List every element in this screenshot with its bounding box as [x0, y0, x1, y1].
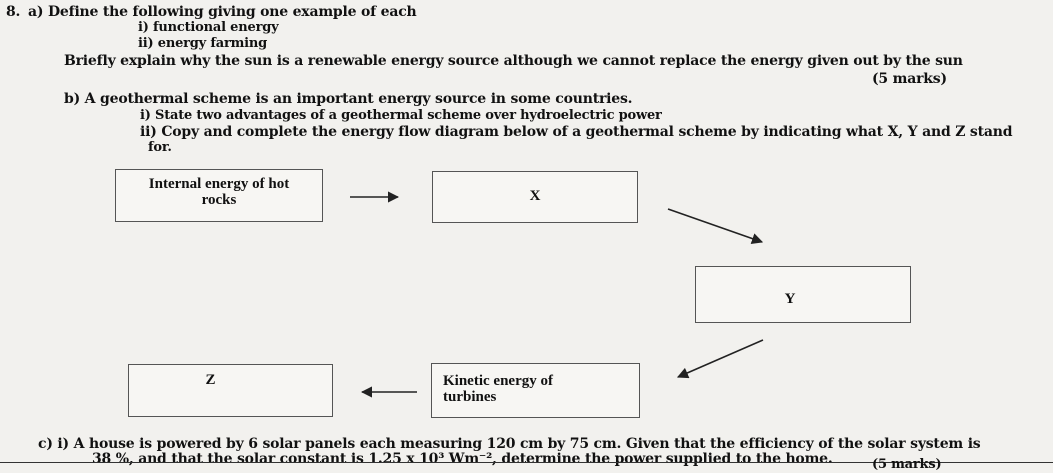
kinetic-energy-label-line1: Kinetic energy of [443, 373, 553, 389]
part-a-item-ii: ii) energy farming [138, 36, 268, 51]
part-b-item-ii-line2: for. [148, 140, 172, 155]
internal-energy-label-line1: Internal energy of hot [148, 176, 290, 192]
arrow-y-to-kinetic [678, 340, 763, 377]
part-a-explain: Briefly explain why the sun is a renewable energy source although we cannot replace the energy given out by the sun [64, 53, 963, 69]
internal-energy-label-line2: rocks [201, 192, 237, 208]
part-a-marks: (5 marks) [872, 71, 947, 87]
part-b-item-ii-line1: ii) Copy and complete the energy flow diagram below of a geothermal scheme by indicating what X, Y and Z stand [140, 124, 1013, 140]
part-c-marks: (5 marks) [872, 457, 942, 472]
part-b-item-i: i) State two advantages of a geothermal scheme over hydroelectric power [140, 108, 662, 123]
z-label: Z [205, 372, 216, 388]
part-c-line2: 38 %, and that the solar constant is 1.25 x 10³ Wm⁻², determine the power supplied to the home. [92, 451, 833, 467]
part-a-item-i: i) functional energy [138, 20, 279, 35]
x-label: X [529, 188, 541, 204]
part-c-line1: c) i) A house is powered by 6 solar panels each measuring 120 cm by 75 cm. Given that the efficiency of the solar system is [38, 436, 981, 452]
question-number: 8. [6, 4, 21, 20]
kinetic-energy-label-line2: turbines [443, 389, 497, 405]
part-b-intro: b) A geothermal scheme is an important energy source in some countries. [64, 91, 633, 107]
y-label: Y [784, 291, 796, 307]
part-a-intro: a) Define the following giving one example of each [28, 4, 417, 20]
arrow-x-to-y [668, 209, 762, 242]
